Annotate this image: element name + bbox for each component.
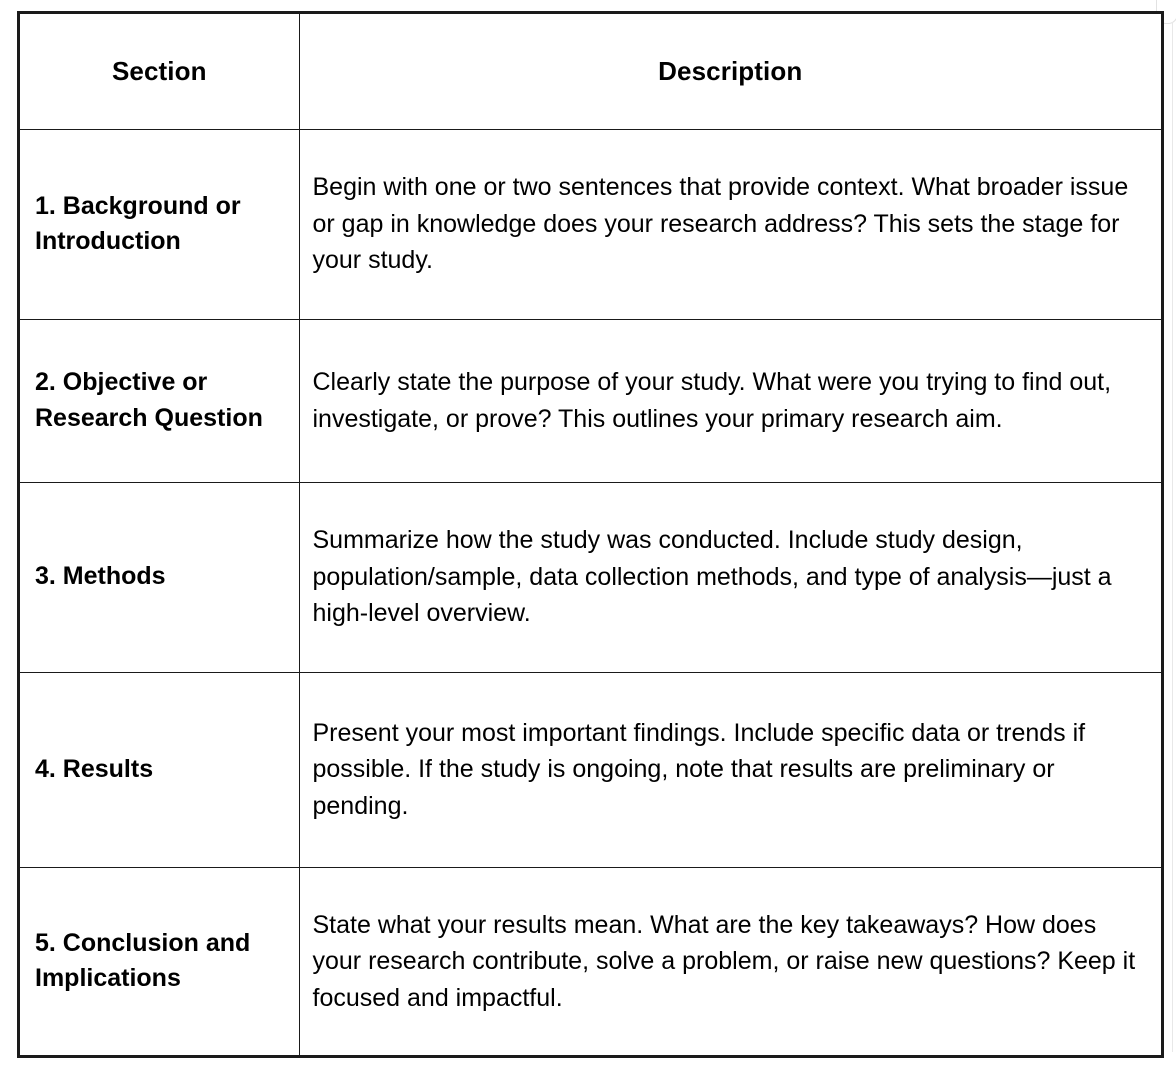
row-1-description-text: Begin with one or two sentences that provide context. What broader issue or gap in knowledge does your research address? This sets the stage for your study. [312,173,1129,275]
row-5-section-label: 5. Conclusion and Implications [35,928,251,993]
row-4-description-text: Present your most important findings. Include specific data or trends if possible. If the study is ongoing, note that results are preliminary or pending. [312,718,1086,820]
table-header [19,13,1162,129]
table-header-row [19,13,1162,129]
column-header-section [19,13,299,129]
column-header-description [299,13,1162,129]
row-5-description-text: State what your results mean. What are the key takeaways? How does your research contribute, solve a problem, or raise new questions? Keep it focused and impactful. [312,910,1136,1012]
row-5-section-cell [19,867,299,1056]
table-row [19,867,1162,1056]
table-body [19,129,1162,1056]
row-1-section-cell [19,129,299,319]
row-1-description-cell [299,129,1162,319]
row-3-section-cell [19,482,299,672]
row-2-section-label: 2. Objective or Research Question [35,368,263,432]
row-3-description-text: Summarize how the study was conducted. Include study design, population/sample, data collection methods, and type of analysis—just a high-level overview. [312,526,1112,628]
row-2-section-cell [19,319,299,482]
row-3-description-cell [299,482,1162,672]
page-right-edge-rule [1172,22,1173,1052]
section-description-table [18,12,1163,1057]
table-row [19,319,1162,482]
table-container [18,12,1161,1057]
row-4-description-cell [299,672,1162,867]
row-2-description-cell [299,319,1162,482]
row-1-section-label: 1. Background or Introduction [35,191,241,255]
row-3-section-label: 3. Methods [35,562,166,591]
row-5-description-cell [299,867,1162,1056]
row-2-description-text: Clearly state the purpose of your study. What were you trying to find out, investigate, or prove? This outlines your primary research aim. [312,368,1112,433]
row-4-section-cell [19,672,299,867]
column-header-section-label: Section [111,55,207,86]
table-row [19,129,1162,319]
table-row [19,482,1162,672]
row-4-section-label: 4. Results [35,754,154,783]
column-header-description-label: Description [658,55,803,86]
table-row [19,672,1162,867]
